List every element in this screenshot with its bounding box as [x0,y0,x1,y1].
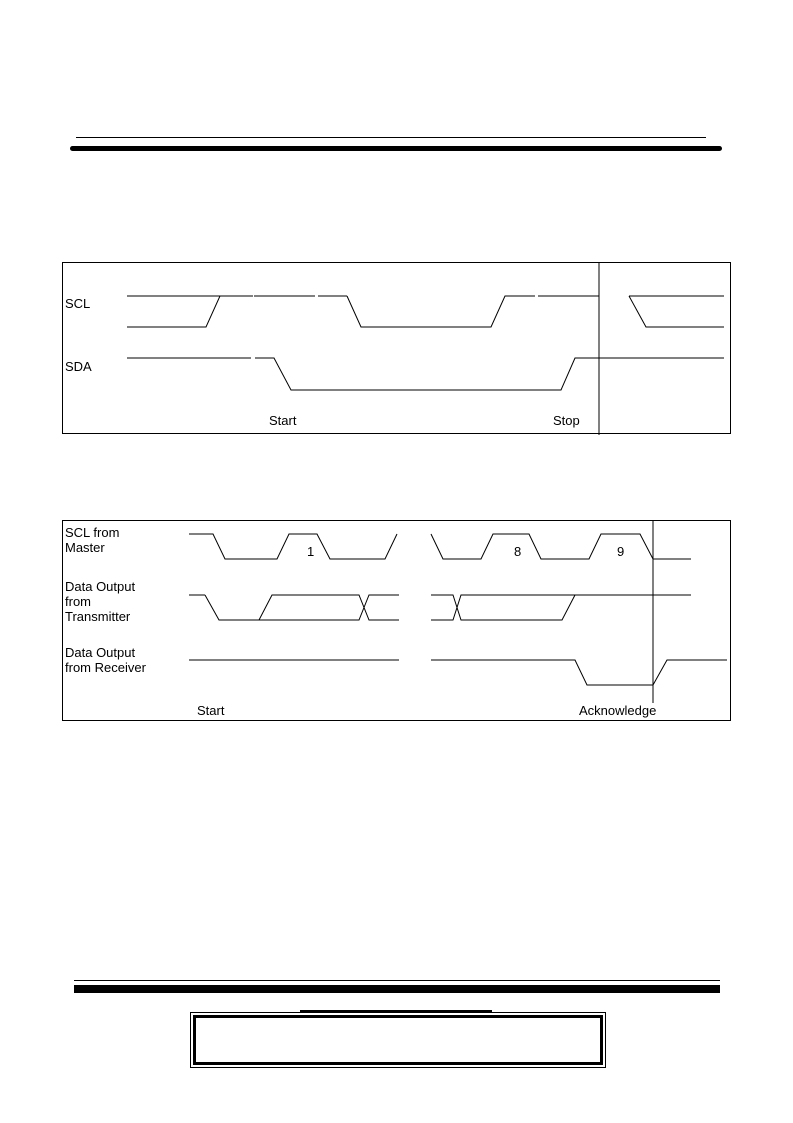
transmitter-low-a [259,595,399,620]
acknowledge-waveforms [63,521,732,722]
header-rule-thick [70,146,722,151]
scl-tail-fall [629,296,724,327]
data-output-transmitter-label: Data Output from Transmitter [65,579,136,624]
sda-stop-rise [555,358,724,390]
transmitter-cross-b1 [431,595,575,620]
scl-master-waveform-b [431,534,691,559]
transmitter-rise-a [259,595,399,620]
clock-number-1: 1 [307,544,315,559]
acknowledge-timing-diagram [62,520,731,721]
sda-start-fall [255,358,555,390]
scl-waveform-high [127,296,220,327]
scl-label: SCL [65,296,91,311]
data-output-receiver-label: Data Output from Receiver [65,645,146,675]
start-stop-waveforms [63,263,732,435]
clock-number-8: 8 [514,544,522,559]
transmitter-cross-b2 [431,595,691,620]
start-stop-timing-diagram [62,262,731,434]
receiver-waveform-b [431,660,727,685]
start-marker-label: Start [269,413,297,428]
header-rule-thin [76,137,706,138]
scl-master-waveform-a [189,534,397,559]
footer-rule-thick [74,985,720,993]
sda-label: SDA [65,359,92,374]
transmitter-fall-a [205,595,259,620]
acknowledge-marker-label: Acknowledge [579,703,657,718]
scl-from-master-label: SCL from Master [65,525,120,555]
footer-frame-inner [193,1015,603,1065]
start-marker-label: Start [197,703,225,718]
stop-marker-label: Stop [553,413,580,428]
scl-fall-low [347,296,535,327]
clock-number-9: 9 [617,544,625,559]
footer-rule-thin [74,980,720,981]
